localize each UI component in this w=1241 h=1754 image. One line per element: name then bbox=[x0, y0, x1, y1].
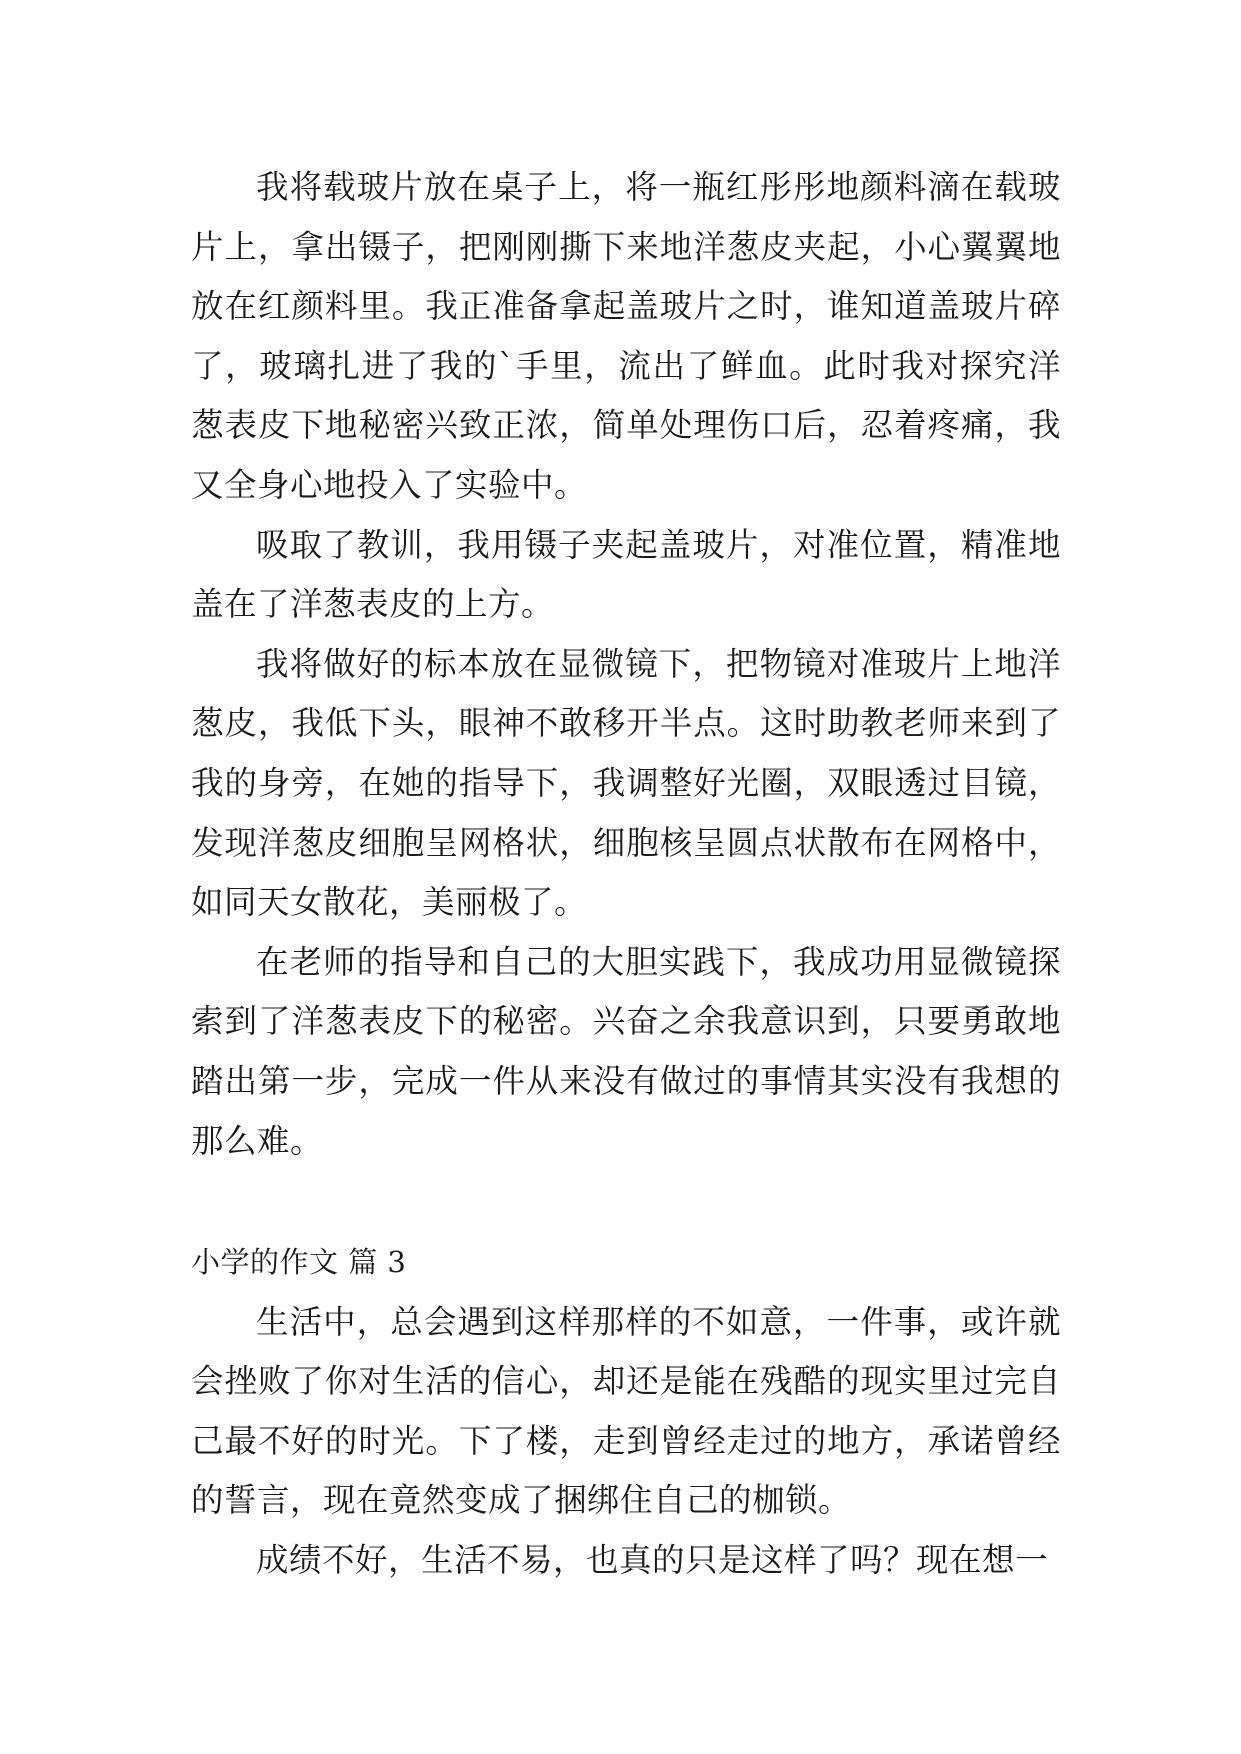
paragraph-conclusion: 在老师的指导和自己的大胆实践下，我成功用显微镜探索到了洋葱表皮下的秘密。兴奋之余我意识到，只要勇敢地踏出第一步，完成一件从来没有做过的事情其实没有我想的那么难。 bbox=[191, 942, 1061, 1160]
paragraph-cover-slip: 吸取了教训，我用镊子夹起盖玻片，对准位置，精准地盖在了洋葱表皮的上方。 bbox=[191, 525, 1061, 624]
document-page bbox=[191, 158, 1061, 1591]
paragraph-slide-preparation: 我将载玻片放在桌子上，将一瓶红彤彤地颜料滴在载玻片上，拿出镊子，把刚刚撕下来地洋葱皮夹起，小心翼翼地放在红颜料里。我正准备拿起盖玻片之时，谁知道盖玻片碎了，玻璃扎进了我的`手里，流出了鲜血。此时我对探究洋葱表皮下地秘密兴致正浓，简单处理伤口后，忍着疼痛，我又全身心地投入了实验中。 bbox=[191, 168, 1061, 504]
section-heading: 小学的作文 篇 3 bbox=[191, 1245, 407, 1280]
section-spacer bbox=[191, 1171, 1061, 1233]
paragraph-grades: 成绩不好，生活不易，也真的只是这样了吗？现在想一 bbox=[256, 1541, 1049, 1580]
paragraph-microscope-observation: 我将做好的标本放在显微镜下，把物镜对准玻片上地洋葱皮，我低下头，眼神不敢移开半点。这时助教老师来到了我的身旁，在她的指导下，我调整好光圈，双眼透过目镜，发现洋葱皮细胞呈网格状，细胞核呈圆点状散布在网格中，如同天女散花，美丽极了。 bbox=[191, 644, 1061, 922]
paragraph-life-setbacks: 生活中，总会遇到这样那样的不如意，一件事，或许就会挫败了你对生活的信心，却还是能在残酷的现实里过完自己最不好的时光。下了楼，走到曾经走过的地方，承诺曾经的誓言，现在竟然变成了捆绑住自己的枷锁。 bbox=[191, 1302, 1061, 1520]
